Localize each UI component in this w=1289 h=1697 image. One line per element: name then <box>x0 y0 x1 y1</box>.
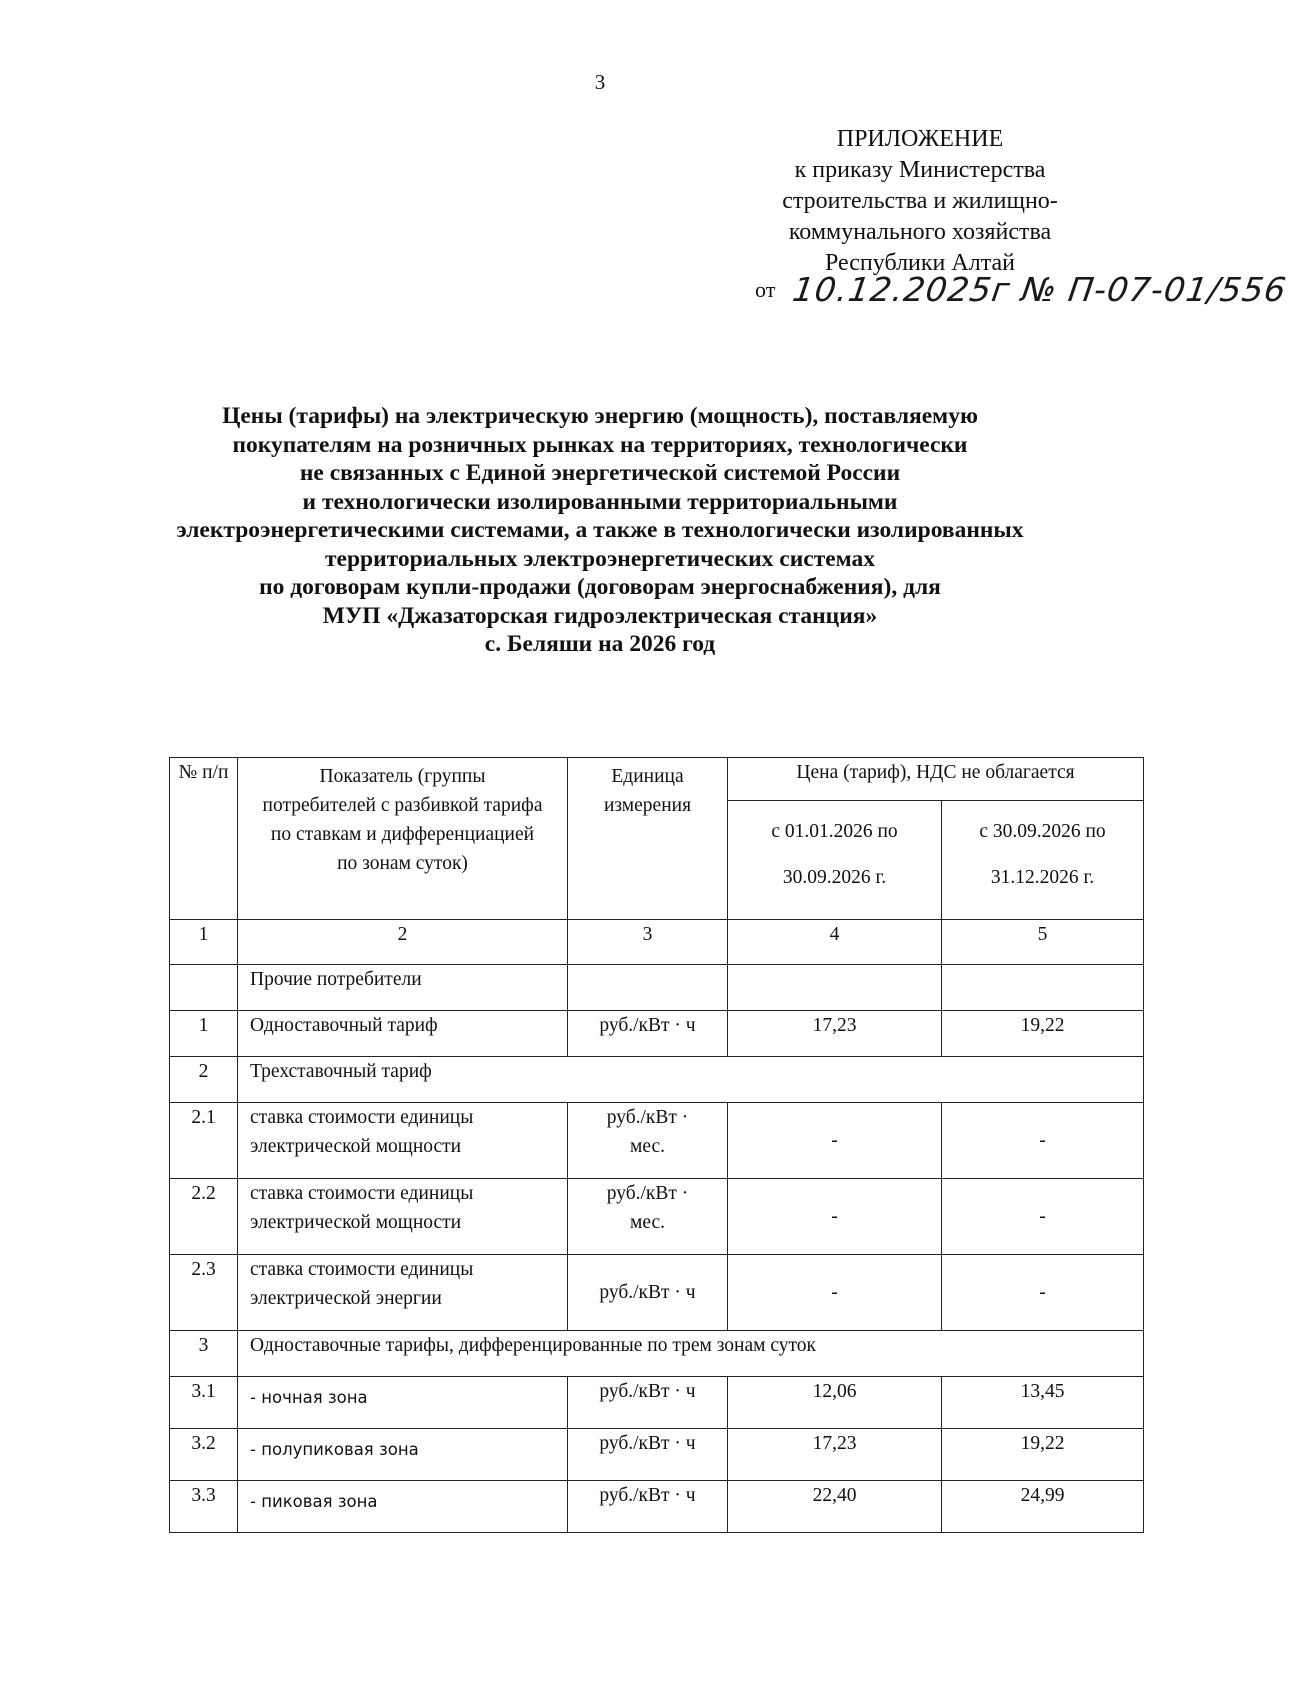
title-line: с. Беляши на 2026 год <box>484 631 716 657</box>
row-num: 3 <box>170 1331 238 1377</box>
row-num: 3.3 <box>170 1481 238 1533</box>
header-num: № п/п <box>170 758 238 920</box>
table-row <box>170 1377 1144 1429</box>
period-1-line-1: с 01.01.2026 по <box>771 821 898 842</box>
row-unit: руб./кВт · мес. <box>568 1103 728 1179</box>
table-row <box>170 1103 1144 1179</box>
title-line: по договорам купли-продажи (договорам энергоснабжения), для <box>259 574 941 600</box>
tariff-table <box>169 757 1144 1533</box>
row-price-2: 19,22 <box>942 1011 1144 1057</box>
row-unit: руб./кВт · ч <box>568 1377 728 1429</box>
order-prefix: от <box>755 277 776 302</box>
row-name: ставка стоимости единицы электрической мощности <box>238 1103 568 1179</box>
row-price-1: 17,23 <box>728 1011 942 1057</box>
table-row <box>170 1255 1144 1331</box>
row-price-1: 22,40 <box>728 1481 942 1533</box>
row-num: 2.1 <box>170 1103 238 1179</box>
row-num: 2.2 <box>170 1179 238 1255</box>
header-indicator: Показатель (группы потребителей с разбивкой тарифа по ставкам и дифференциацией по зонам суток) <box>238 758 568 920</box>
empty-cell <box>942 965 1144 1011</box>
empty-cell <box>728 965 942 1011</box>
row-num: 3.2 <box>170 1429 238 1481</box>
row-price-2: - <box>942 1255 1144 1331</box>
row-name: - полупиковая зона <box>238 1429 568 1481</box>
row-num: 2 <box>170 1057 238 1103</box>
title-line: территориальных электроэнергетических системах <box>324 545 876 572</box>
header-price: Цена (тариф), НДС не облагается <box>728 758 1144 801</box>
col-number: 5 <box>942 920 1144 965</box>
handwritten-order-number: 10.12.2025г № П-07-01/556 <box>790 270 1289 309</box>
row-price-2: - <box>942 1179 1144 1255</box>
appendix-line: к приказу Министерства <box>794 157 1046 183</box>
row-price-2: 19,22 <box>942 1429 1144 1481</box>
row-name: - пиковая зона <box>238 1481 568 1533</box>
title-line: не связанных с Единой энергетической системой России <box>299 460 901 486</box>
row-name: Трехставочный тариф <box>238 1057 1144 1103</box>
row-price-1: 12,06 <box>728 1377 942 1429</box>
appendix-title: ПРИЛОЖЕНИЕ <box>836 126 1004 152</box>
table-row <box>170 1011 1144 1057</box>
row-unit: руб./кВт · мес. <box>568 1179 728 1255</box>
row-unit: руб./кВт · ч <box>568 1255 728 1331</box>
row-name: - ночная зона <box>238 1377 568 1429</box>
table-row <box>170 1481 1144 1533</box>
table-row <box>170 1179 1144 1255</box>
row-price-1: - <box>728 1103 942 1179</box>
appendix-block <box>680 124 1160 279</box>
row-num: 3.1 <box>170 1377 238 1429</box>
column-number-row <box>170 920 1144 965</box>
period-2-line-1: с 30.09.2026 по <box>979 821 1106 842</box>
empty-cell <box>170 965 238 1011</box>
row-price-2: 13,45 <box>942 1377 1144 1429</box>
header-period-1 <box>728 801 942 920</box>
col-number: 4 <box>728 920 942 965</box>
appendix-line: Республики Алтай <box>825 250 1015 276</box>
header-unit: Единица измерения <box>568 758 728 920</box>
title-line: Цены (тарифы) на электрическую энергию (мощность), поставляемую <box>222 403 978 429</box>
title-line: покупателям на розничных рынках на территориях, технологически <box>232 431 968 458</box>
period-1-line-2: 30.09.2026 г. <box>782 867 887 888</box>
table-row <box>170 1057 1144 1103</box>
col-number: 3 <box>568 920 728 965</box>
appendix-line: строительства и жилищно- <box>782 188 1058 214</box>
page-number: 3 <box>594 70 606 94</box>
table-row <box>170 1429 1144 1481</box>
table-header-row <box>170 758 1144 801</box>
title-line: электроэнергетическими системами, а также в технологически изолированных <box>176 517 1024 543</box>
row-price-1: 17,23 <box>728 1429 942 1481</box>
row-name: ставка стоимости единицы электрической энергии <box>238 1255 568 1331</box>
group-row <box>170 965 1144 1011</box>
row-price-2: 24,99 <box>942 1481 1144 1533</box>
row-name: Одноставочные тарифы, дифференцированные по трем зонам суток <box>238 1331 1144 1377</box>
row-unit: руб./кВт · ч <box>568 1481 728 1533</box>
row-price-1: - <box>728 1179 942 1255</box>
col-number: 2 <box>238 920 568 965</box>
row-unit: руб./кВт · ч <box>568 1429 728 1481</box>
period-2-line-2: 31.12.2026 г. <box>990 867 1095 888</box>
row-price-2: - <box>942 1103 1144 1179</box>
title-line: МУП «Джазаторская гидроэлектрическая станция» <box>322 602 878 629</box>
row-price-1: - <box>728 1255 942 1331</box>
row-unit: руб./кВт · ч <box>568 1011 728 1057</box>
empty-cell <box>568 965 728 1011</box>
table-row <box>170 1331 1144 1377</box>
col-number: 1 <box>170 920 238 965</box>
header-period-2 <box>942 801 1144 920</box>
row-num: 1 <box>170 1011 238 1057</box>
row-name: ставка стоимости единицы электрической мощности <box>238 1179 568 1255</box>
group-label: Прочие потребители <box>238 965 568 1011</box>
row-num: 2.3 <box>170 1255 238 1331</box>
appendix-line: коммунального хозяйства <box>788 219 1052 245</box>
order-reference <box>755 270 1287 309</box>
title-line: и технологически изолированными территориальными <box>302 488 898 515</box>
document-title <box>80 402 1120 659</box>
row-name: Одноставочный тариф <box>238 1011 568 1057</box>
